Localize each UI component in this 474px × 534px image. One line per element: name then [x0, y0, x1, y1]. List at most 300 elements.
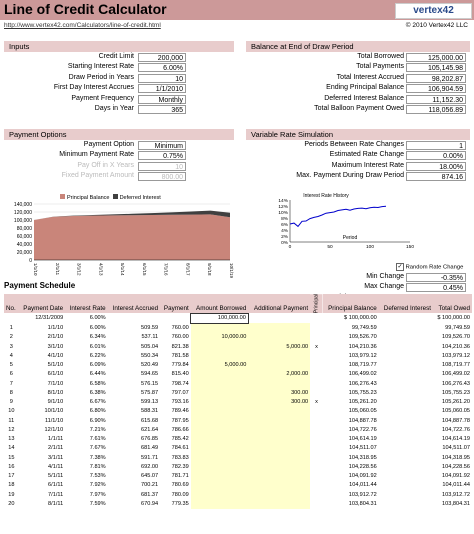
table-row: [4, 398, 472, 407]
schedule-cell-8: 104,722.76: [348, 426, 377, 433]
schedule-cell-4: 781.58: [171, 352, 189, 359]
schedule-cell-10: 104,722.76: [442, 426, 470, 433]
schedule-cell-9: [379, 333, 433, 342]
schedule-cell-1: 4/1/10: [47, 352, 64, 359]
schedule-cell-4: 779.35: [171, 500, 189, 507]
schedule-cell-3: 550.34: [141, 352, 159, 359]
payment_options-label-1: Minimum Payment Rate: [59, 151, 134, 159]
schedule-cell-1: 9/1/10: [47, 399, 64, 406]
schedule-cell-3: 692.00: [141, 463, 159, 470]
schedule-cell-4: 781.71: [171, 473, 189, 480]
schedule-cell-2: 6.00%: [89, 324, 106, 331]
schedule-cell-6[interactable]: 2,000.00: [248, 370, 310, 379]
schedule-cell-7: x: [315, 343, 318, 350]
schedule-cell-2: 7.67%: [89, 445, 106, 452]
schedule-cell-7: [310, 323, 323, 333]
balance-value-3[interactable]: 106,904.59: [406, 84, 466, 93]
schedule-header-8: Principal Balance: [323, 294, 379, 313]
balance-label-4: Deferred Interest Balance: [324, 94, 404, 102]
rate-y-tick: 6%: [281, 223, 288, 228]
schedule-cell-5[interactable]: [191, 444, 249, 453]
balance-y-tick: 100,000: [13, 218, 32, 224]
rate-chart-title: Interest Rate History: [303, 193, 349, 199]
schedule-cell-9: [379, 416, 433, 425]
schedule-cell-1: 12/31/2009: [35, 314, 64, 321]
schedule-cell-5[interactable]: [191, 352, 249, 361]
balance-y-tick: 120,000: [13, 210, 32, 216]
balance-x-tick: 6/1/15: [141, 263, 147, 276]
inputs-label-2: Draw Period in Years: [68, 73, 134, 81]
schedule-cell-9: [379, 453, 433, 462]
schedule-cell-3: 537.11: [141, 334, 159, 341]
schedule-cell-5[interactable]: [191, 389, 249, 398]
schedule-cell-6[interactable]: 5,000.00: [248, 342, 310, 351]
random-rate-checkbox[interactable]: ✓: [397, 264, 403, 270]
schedule-cell-0: 17: [8, 473, 15, 480]
schedule-cell-7: [310, 333, 323, 342]
schedule-cell-7: [310, 407, 323, 416]
schedule-cell-5[interactable]: [191, 481, 249, 490]
schedule-header-2: Interest Rate: [65, 294, 107, 313]
schedule-cell-5[interactable]: [191, 398, 249, 407]
schedule-cell-1: 8/1/11: [48, 500, 64, 507]
schedule-cell-9: [379, 481, 433, 490]
inputs-value-0[interactable]: 200,000: [138, 53, 186, 62]
schedule-cell-3: 681.49: [141, 445, 159, 452]
balance-value-2[interactable]: 98,202.87: [406, 74, 466, 83]
rate-y-tick: 2%: [281, 235, 288, 240]
schedule-header-3: Interest Accrued: [108, 294, 160, 313]
schedule-cell-7: [310, 472, 323, 481]
balance-value-1[interactable]: 105,145.98: [406, 63, 466, 72]
random-value-0[interactable]: -0.35%: [406, 273, 466, 282]
balance-value-5[interactable]: 118,056.89: [406, 105, 466, 114]
balance-y-tick: 0: [29, 258, 32, 264]
schedule-cell-7: [310, 444, 323, 453]
schedule-cell-9: [379, 398, 433, 407]
schedule-cell-6[interactable]: 300.00: [248, 389, 310, 398]
schedule-header-6: Additional Payment: [248, 294, 310, 313]
schedule-cell-8: 106,276.43: [348, 380, 377, 387]
inputs-value-3[interactable]: 1/1/2010: [138, 84, 186, 93]
schedule-cell-8: 104,210.36: [348, 343, 377, 350]
schedule-cell-3: 681.37: [141, 491, 159, 498]
schedule-cell-3: 645.07: [141, 473, 159, 480]
schedule-cell-0: 2: [9, 334, 13, 341]
schedule-cell-7: [310, 370, 323, 379]
balance-x-tick: 10/1/19: [229, 263, 234, 279]
balance-y-tick: 140,000: [13, 202, 32, 208]
schedule-cell-7: [310, 453, 323, 462]
schedule-cell-8: 105,755.23: [348, 389, 377, 396]
schedule-cell-5[interactable]: [191, 416, 249, 425]
schedule-cell-5[interactable]: [191, 342, 249, 351]
rate-x-tick: 150: [405, 245, 415, 250]
rate-x-label: Period: [342, 235, 358, 241]
schedule-cell-9: [379, 472, 433, 481]
schedule-cell-6[interactable]: [248, 444, 310, 453]
schedule-cell-1: 1/1/10: [47, 324, 64, 331]
schedule-cell-6[interactable]: [248, 463, 310, 472]
schedule-cell-10: 104,210.36: [442, 343, 470, 350]
schedule-cell-4: 780.69: [171, 482, 189, 489]
schedule-cell-0: 10: [8, 408, 15, 415]
schedule-cell-10: 103,979.12: [442, 352, 470, 359]
schedule-cell-10: 105,261.20: [442, 399, 470, 406]
schedule-cell-6[interactable]: 300.00: [248, 398, 310, 407]
schedule-cell-3: 700.21: [141, 482, 159, 489]
table-row: [4, 472, 472, 481]
schedule-cell-4: 787.95: [171, 417, 189, 424]
rate-y-tick: 8%: [281, 217, 288, 222]
schedule-cell-6[interactable]: [248, 426, 310, 435]
page-title: Line of Credit Calculator: [4, 1, 167, 17]
inputs-value-5[interactable]: 365: [138, 105, 186, 114]
balance-label-3: Ending Principal Balance: [326, 84, 404, 92]
variable_rate-value-2[interactable]: 18.00%: [406, 162, 466, 171]
schedule-cell-8: 106,499.02: [348, 371, 377, 378]
schedule-cell-8: 108,719.77: [348, 362, 377, 369]
schedule-cell-6[interactable]: [248, 379, 310, 388]
random-rate-toggle[interactable]: [396, 263, 463, 271]
schedule-cell-6[interactable]: [248, 416, 310, 425]
random-label-1: Max Change: [364, 283, 404, 291]
table-row: [4, 379, 472, 388]
schedule-cell-7: [310, 352, 323, 361]
schedule-cell-2: 7.59%: [89, 500, 106, 507]
schedule-cell-0: 7: [9, 380, 13, 387]
inputs-label-0: Credit Limit: [98, 53, 134, 60]
schedule-cell-7: [310, 500, 323, 509]
schedule-cell-8: 104,011.44: [349, 482, 377, 489]
schedule-cell-9: [379, 407, 433, 416]
schedule-cell-0: 16: [8, 463, 15, 470]
schedule-cell-5[interactable]: 100,000.00: [191, 313, 249, 323]
schedule-cell-2: 7.97%: [89, 491, 106, 498]
balance-value-4[interactable]: 11,152.30: [406, 95, 466, 104]
balance-label-2: Total Interest Accrued: [336, 73, 404, 81]
balance-y-tick: 40,000: [16, 242, 32, 248]
rate-x-tick: 50: [327, 245, 333, 250]
rate-y-tick: 0%: [281, 241, 288, 246]
inputs-label-4: Payment Frequency: [71, 94, 134, 102]
schedule-cell-4: 780.09: [171, 491, 189, 498]
payment_options-value-3[interactable]: 800.00: [138, 172, 186, 181]
schedule-cell-1: 8/1/10: [47, 389, 64, 396]
schedule-cell-1: 11/1/10: [44, 417, 64, 424]
table-row: [4, 435, 472, 444]
inputs-heading: Inputs: [4, 41, 234, 52]
table-row: [4, 361, 472, 370]
schedule-cell-4: 786.66: [171, 426, 189, 433]
schedule-cell-5[interactable]: [191, 370, 249, 379]
schedule-cell-9: [379, 323, 433, 333]
balance-y-tick: 60,000: [16, 234, 32, 240]
balance-heading: Balance at End of Draw Period: [246, 41, 470, 52]
schedule-cell-6[interactable]: [248, 453, 310, 462]
schedule-cell-3: 505.04: [141, 343, 159, 350]
calculator-url[interactable]: http://www.vertex42.com/Calculators/line-of-credit.html: [4, 22, 161, 29]
payment_options-label-0: Payment Option: [83, 141, 134, 148]
table-row: [4, 313, 472, 323]
schedule-cell-7: [310, 463, 323, 472]
schedule-cell-9: [379, 463, 433, 472]
schedule-cell-7: [310, 379, 323, 388]
schedule-cell-5[interactable]: 5,000.00: [191, 361, 249, 370]
schedule-cell-7: [310, 481, 323, 490]
table-row: [4, 389, 472, 398]
table-row: [4, 370, 472, 379]
schedule-cell-6[interactable]: [248, 407, 310, 416]
schedule-cell-3: 576.15: [141, 380, 159, 387]
schedule-cell-4: 784.61: [171, 445, 189, 452]
schedule-cell-8: 105,261.20: [348, 399, 377, 406]
balance-label-0: Total Borrowed: [357, 53, 404, 60]
payment_options-value-0[interactable]: Minimum: [138, 141, 186, 150]
schedule-cell-0: 4: [9, 352, 13, 359]
table-row: [4, 481, 472, 490]
schedule-cell-8: 105,060.05: [348, 408, 377, 415]
schedule-cell-0: 15: [8, 454, 15, 461]
schedule-cell-2: 7.61%: [89, 436, 106, 443]
balance-value-0[interactable]: 125,000.00: [406, 53, 466, 62]
payment_options-value-2[interactable]: 10: [138, 162, 186, 171]
schedule-cell-9: [379, 490, 433, 499]
schedule-cell-6[interactable]: [248, 352, 310, 361]
schedule-cell-7: [310, 426, 323, 435]
table-row: [4, 426, 472, 435]
variable_rate-value-3[interactable]: 874.16: [406, 172, 466, 181]
schedule-cell-6[interactable]: [248, 313, 310, 323]
schedule-cell-9: [379, 426, 433, 435]
schedule-cell-5[interactable]: [191, 453, 249, 462]
schedule-cell-1: 1/1/11: [48, 436, 64, 443]
random-value-1[interactable]: 0.45%: [406, 283, 466, 292]
schedule-cell-6[interactable]: [248, 435, 310, 444]
schedule-cell-10: 106,276.43: [442, 380, 470, 387]
schedule-cell-3: 670.94: [141, 500, 159, 507]
schedule-cell-3: [108, 313, 160, 323]
schedule-cell-7: [310, 416, 323, 425]
variable_rate-label-3: Max. Payment During Draw Period: [296, 172, 404, 180]
balance-x-tick: 2/1/11: [54, 263, 60, 276]
schedule-cell-5[interactable]: [191, 407, 249, 416]
schedule-cell-9: [379, 379, 433, 388]
schedule-cell-5[interactable]: [191, 490, 249, 499]
schedule-cell-4: 779.84: [171, 362, 189, 369]
schedule-cell-0: 20: [8, 500, 15, 507]
schedule-cell-10: 104,614.19: [442, 436, 470, 443]
schedule-cell-6[interactable]: [248, 333, 310, 342]
inputs-value-4[interactable]: Monthly: [138, 95, 186, 104]
schedule-cell-8: 104,091.92: [348, 473, 377, 480]
schedule-cell-10: 103,804.31: [442, 500, 470, 507]
variable_rate-value-1[interactable]: 0.00%: [406, 151, 466, 160]
payment_options-value-1[interactable]: 0.75%: [138, 151, 186, 160]
schedule-cell-1: 3/1/11: [48, 454, 64, 461]
legend-deferred: Deferred Interest: [119, 195, 161, 201]
schedule-cell-0: [4, 313, 19, 323]
inputs-label-3: First Day Interest Accrues: [53, 84, 134, 92]
schedule-cell-3: 591.71: [141, 454, 159, 461]
schedule-cell-10: 104,228.56: [442, 463, 470, 470]
schedule-cell-0: 11: [8, 417, 15, 424]
schedule-cell-2: 6.00%: [89, 314, 106, 321]
schedule-cell-1: 3/1/10: [47, 343, 64, 350]
schedule-cell-5[interactable]: [191, 379, 249, 388]
schedule-cell-4: 760.00: [171, 334, 189, 341]
schedule-cell-3: 520.49: [141, 362, 159, 369]
payment-options-heading: Payment Options: [4, 129, 234, 140]
schedule-cell-7: [310, 389, 323, 398]
schedule-cell-2: 6.38%: [89, 389, 106, 396]
schedule-cell-0: 6: [9, 371, 13, 378]
table-row: [4, 333, 472, 342]
schedule-cell-8: 104,887.78: [348, 417, 377, 424]
schedule-cell-7: [310, 435, 323, 444]
schedule-cell-10: 106,499.02: [442, 371, 470, 378]
balance-x-tick: 8/1/17: [185, 263, 191, 276]
schedule-cell-8: 103,804.31: [348, 500, 377, 507]
schedule-cell-6[interactable]: [248, 481, 310, 490]
rate-x-tick: 0: [288, 245, 292, 250]
schedule-cell-4: 821.38: [171, 343, 189, 350]
schedule-cell-2: 6.44%: [89, 371, 106, 378]
schedule-cell-2: 6.01%: [89, 343, 106, 350]
schedule-cell-7: x: [315, 399, 318, 406]
schedule-cell-8: 104,511.07: [349, 445, 377, 452]
schedule-cell-2: 7.38%: [89, 454, 106, 461]
schedule-cell-6[interactable]: [248, 490, 310, 499]
table-row: [4, 444, 472, 453]
schedule-cell-9: [379, 370, 433, 379]
random-label-0: Min Change: [366, 273, 404, 280]
legend-deferred-swatch: [113, 194, 118, 199]
schedule-cell-9: [379, 500, 433, 509]
schedule-cell-2: 6.67%: [89, 399, 106, 406]
schedule-cell-7: [310, 361, 323, 370]
table-row: [4, 342, 472, 351]
schedule-cell-3: 676.85: [141, 436, 159, 443]
schedule-cell-5[interactable]: [191, 435, 249, 444]
schedule-cell-0: 5: [9, 362, 13, 369]
schedule-cell-0: 14: [8, 445, 15, 452]
schedule-cell-4: 783.83: [171, 454, 189, 461]
schedule-cell-10: 104,318.95: [442, 454, 470, 461]
schedule-cell-5[interactable]: 10,000.00: [191, 333, 249, 342]
schedule-cell-0: 9: [9, 399, 13, 406]
schedule-cell-6[interactable]: [248, 361, 310, 370]
table-row: [4, 500, 472, 509]
schedule-cell-3: 575.87: [141, 389, 159, 396]
schedule-cell-8: 103,912.72: [348, 491, 377, 498]
schedule-cell-5[interactable]: [191, 472, 249, 481]
rate-y-tick: 12%: [278, 205, 288, 210]
schedule-cell-10: 109,526.70: [442, 334, 470, 341]
variable_rate-label-0: Periods Between Rate Changes: [304, 141, 404, 148]
payment_options-label-3: Fixed Payment Amount: [61, 172, 134, 180]
schedule-cell-2: 6.22%: [89, 352, 106, 359]
schedule-cell-2: 7.21%: [89, 426, 106, 433]
schedule-cell-9: [379, 313, 433, 323]
inputs-value-1[interactable]: 6.00%: [138, 63, 186, 72]
schedule-cell-5[interactable]: [191, 500, 249, 509]
schedule-cell-3: 621.64: [141, 426, 159, 433]
table-row: [4, 407, 472, 416]
table-row: [4, 352, 472, 361]
balance-x-tick: 9/1/18: [207, 263, 213, 276]
schedule-cell-8: 104,318.95: [348, 454, 377, 461]
table-row: [4, 453, 472, 462]
inputs-value-2[interactable]: 10: [138, 74, 186, 83]
schedule-cell-10: $ 100,000.00: [437, 314, 470, 321]
balance-y-tick: 80,000: [16, 226, 32, 232]
schedule-cell-10: 103,912.72: [442, 491, 470, 498]
schedule-header-5: Amount Borrowed: [191, 294, 249, 313]
schedule-header-4: Payment: [160, 294, 191, 313]
balance-x-tick: 4/1/13: [98, 263, 104, 276]
schedule-cell-4: 793.16: [171, 399, 189, 406]
schedule-cell-3: 594.65: [141, 371, 159, 378]
table-row: [4, 490, 472, 499]
schedule-cell-8: $ 100,000.00: [344, 314, 377, 321]
schedule-cell-1: 5/1/10: [47, 362, 64, 369]
balance-x-tick: 7/1/16: [163, 263, 169, 276]
table-row: [4, 416, 472, 425]
schedule-cell-4: 797.07: [171, 389, 189, 396]
schedule-cell-4: 789.46: [171, 408, 189, 415]
schedule-cell-6[interactable]: [248, 472, 310, 481]
schedule-cell-7: [310, 313, 323, 323]
schedule-cell-3: 599.13: [141, 399, 159, 406]
schedule-cell-1: 6/1/11: [48, 482, 64, 489]
interest-rate-chart: [268, 190, 418, 260]
schedule-cell-3: 588.31: [141, 408, 159, 415]
schedule-cell-10: 99,749.59: [445, 324, 470, 331]
schedule-cell-0: 8: [9, 389, 13, 396]
schedule-cell-1: 6/1/10: [47, 371, 64, 378]
schedule-cell-9: [379, 389, 433, 398]
variable_rate-value-0[interactable]: 1: [406, 141, 466, 150]
schedule-cell-1: 12/1/10: [44, 426, 64, 433]
balance-label-5: Total Balloon Payment Owed: [314, 105, 404, 112]
schedule-cell-2: 6.34%: [89, 334, 106, 341]
balance-chart: [0, 200, 236, 280]
schedule-cell-5[interactable]: [191, 426, 249, 435]
schedule-cell-0: 12: [8, 426, 15, 433]
schedule-cell-10: 105,060.05: [442, 408, 470, 415]
rate-y-tick: 4%: [281, 229, 288, 234]
schedule-cell-0: 3: [9, 343, 13, 350]
schedule-cell-4: 815.40: [171, 371, 189, 378]
random-rate-label: Random Rate Change: [405, 264, 464, 271]
schedule-cell-5[interactable]: [191, 323, 249, 333]
schedule-cell-3: 509.59: [141, 324, 159, 331]
schedule-cell-8: 103,979.12: [348, 352, 377, 359]
inputs-label-1: Starting Interest Rate: [67, 63, 134, 71]
schedule-cell-2: 7.81%: [89, 463, 106, 470]
schedule-cell-6[interactable]: [248, 500, 310, 509]
schedule-cell-5[interactable]: [191, 463, 249, 472]
schedule-cell-6[interactable]: [248, 323, 310, 333]
legend-principal: Principal Balance: [67, 195, 110, 201]
schedule-cell-1: 5/1/11: [48, 473, 64, 480]
balance-label-1: Total Payments: [356, 63, 404, 71]
schedule-cell-4: 798.74: [171, 380, 189, 387]
vertex42-logo[interactable]: vertex42: [395, 3, 472, 19]
schedule-cell-8: 104,614.19: [348, 436, 377, 443]
schedule-cell-10: 104,887.78: [442, 417, 470, 424]
